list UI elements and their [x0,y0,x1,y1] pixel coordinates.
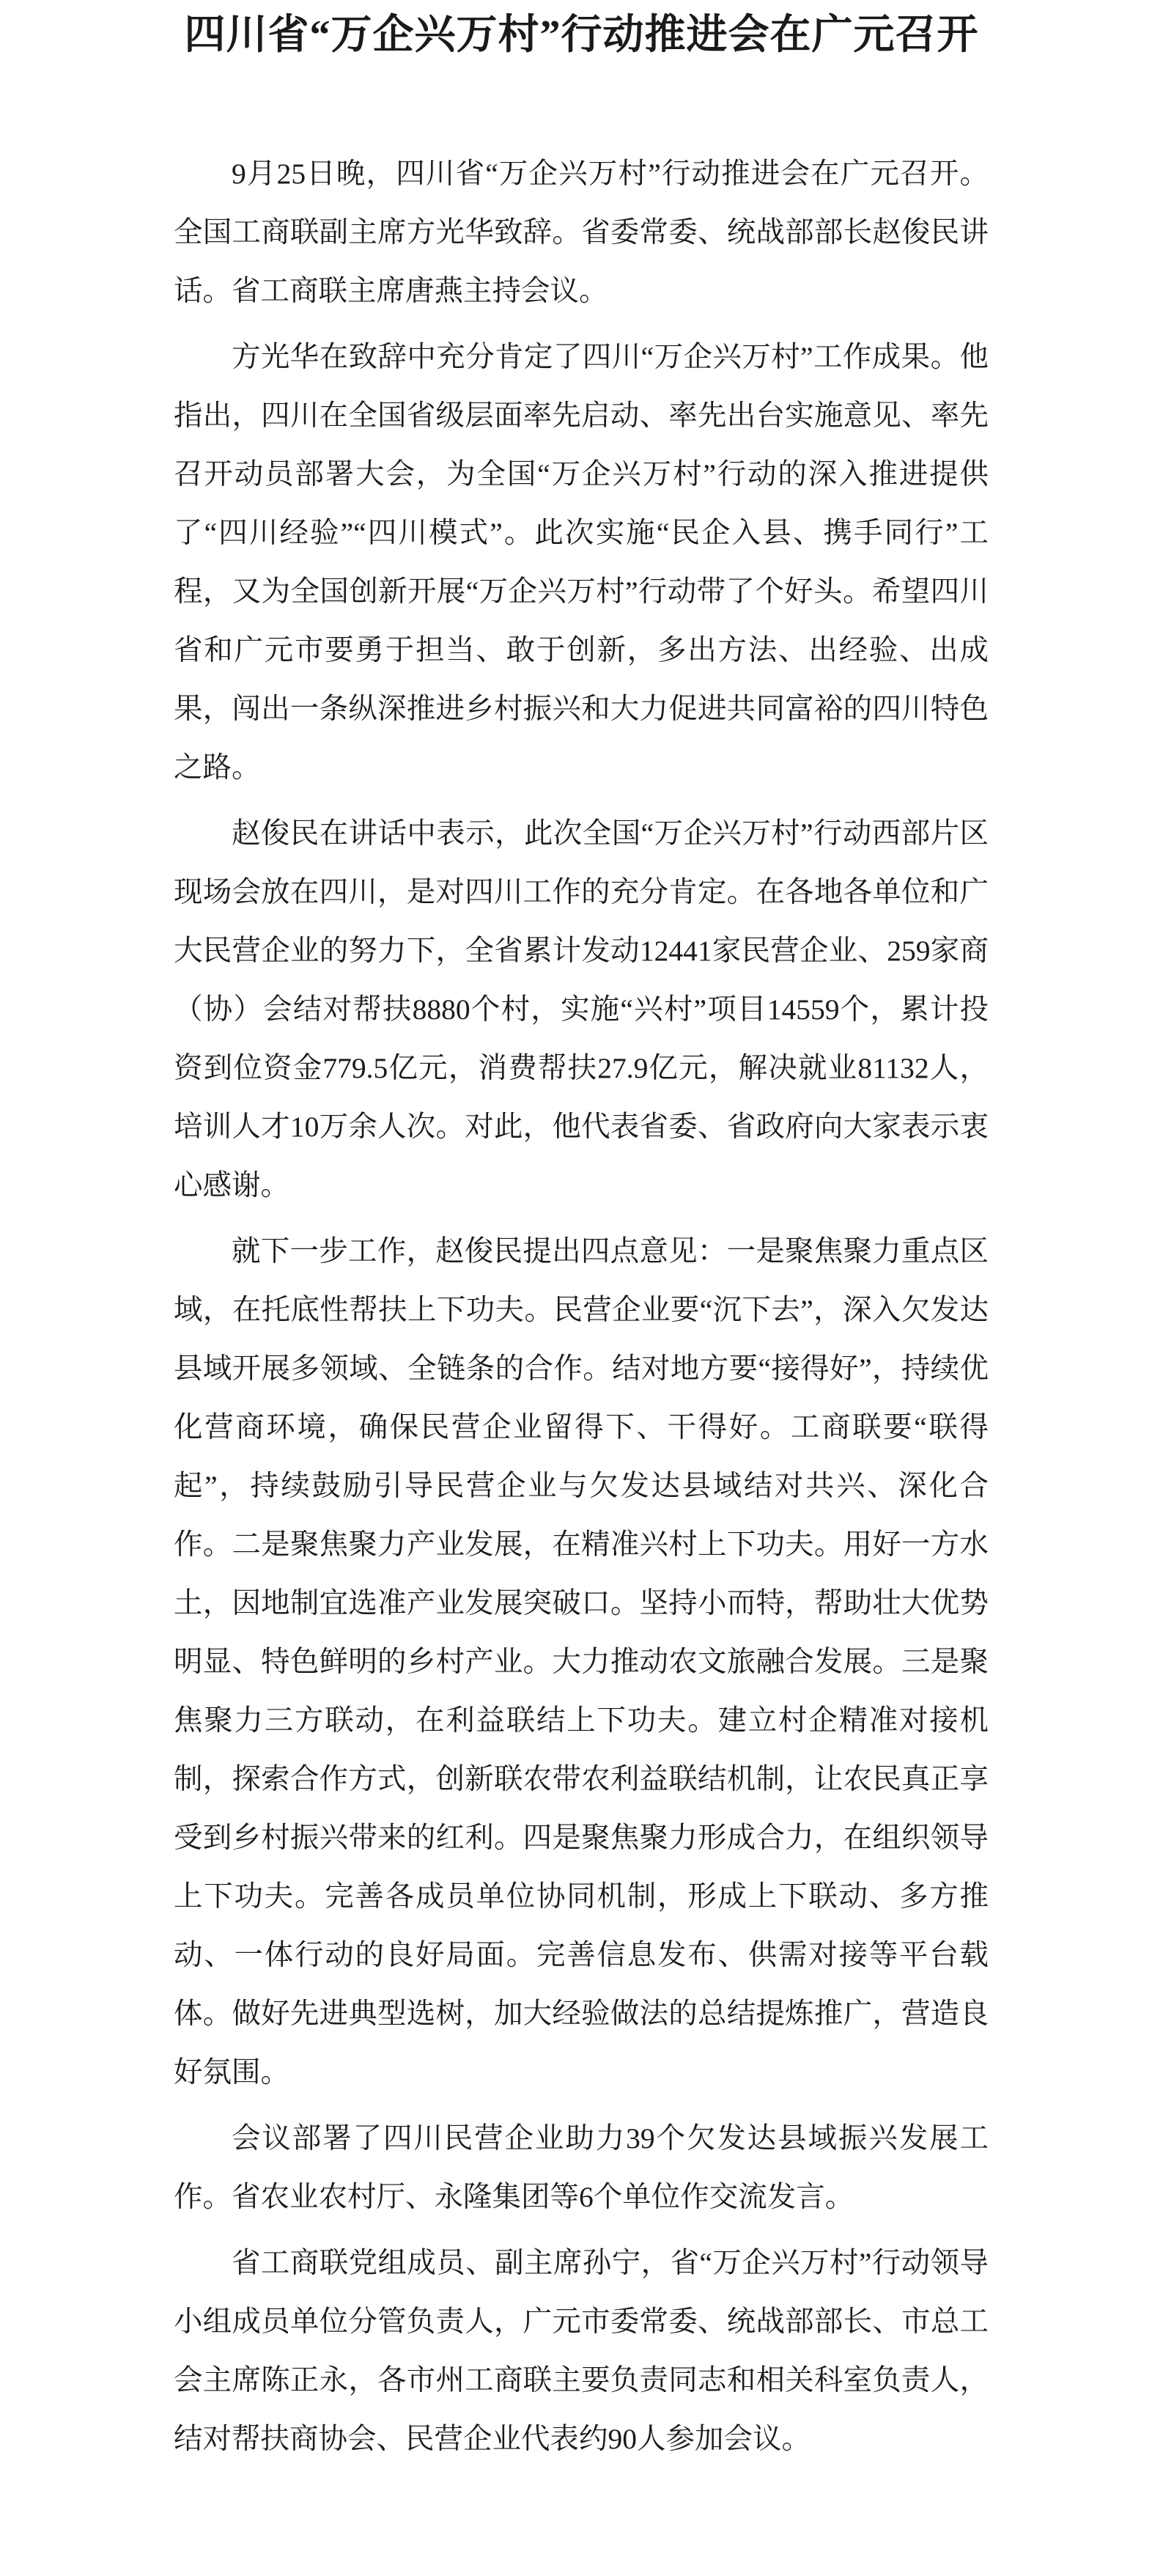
article-paragraph: 会议部署了四川民营企业助力39个欠发达县域振兴发展工作。省农业农村厅、永隆集团等6个单位作交流发言。 [174,2122,989,2213]
article-paragraph: 9月25日晚，四川省“万企兴万村”行动推进会在广元召开。全国工商联副主席方光华致辞。省委常委、统战部部长赵俊民讲话。省工商联主席唐燕主持会议。 [174,158,989,307]
article-title: 四川省“万企兴万村”行动推进会在广元召开 [184,12,979,58]
article-paragraph: 方光华在致辞中充分肯定了四川“万企兴万村”工作成果。他指出，四川在全国省级层面率先启动、率先出台实施意见、率先召开动员部署大会，为全国“万企兴万村”行动的深入推进提供了“四川经验”“四川模式”。此次实施“民企入县、携手同行”工程，又为全国创新开展“万企兴万村”行动带了个好头。希望四川省和广元市要勇于担当、敢于创新，多出方法、出经验、出成果，闯出一条纵深推进乡村振兴和大力促进共同富裕的四川特色之路。 [174,341,989,784]
article-paragraph: 就下一步工作，赵俊民提出四点意见：一是聚焦聚力重点区域，在托底性帮扶上下功夫。民营企业要“沉下去”，深入欠发达县域开展多领域、全链条的合作。结对地方要“接得好”，持续优化营商环境，确保民营企业留得下、干得好。工商联要“联得起”，持续鼓励引导民营企业与欠发达县域结对共兴、深化合作。二是聚焦聚力产业发展，在精准兴村上下功夫。用好一方水土，因地制宜选准产业发展突破口。坚持小而特，帮助壮大优势明显、特色鲜明的乡村产业。大力推动农文旅融合发展。三是聚焦聚力三方联动，在利益联结上下功夫。建立村企精准对接机制，探索合作方式，创新联农带农利益联结机制，让农民真正享受到乡村振兴带来的红利。四是聚焦聚力形成合力，在组织领导上下功夫。完善各成员单位协同机制，形成上下联动、多方推动、一体行动的良好局面。完善信息发布、供需对接等平台载体。做好先进典型选树，加大经验做法的总结提炼推广，营造良好氛围。 [174,1235,989,2089]
article-paragraph: 赵俊民在讲话中表示，此次全国“万企兴万村”行动西部片区现场会放在四川，是对四川工作的充分肯定。在各地各单位和广大民营企业的努力下，全省累计发动12441家民营企业、259家商（协）会结对帮扶8880个村，实施“兴村”项目14559个，累计投资到位资金779.5亿元，消费帮扶27.9亿元，解决就业81132人，培训人才10万余人次。对此，他代表省委、省政府向大家表示衷心感谢。 [174,817,989,1201]
article-paragraph: 省工商联党组成员、副主席孙宁，省“万企兴万村”行动领导小组成员单位分管负责人，广元市委常委、统战部部长、市总工会主席陈正永，各市州工商联主要负责同志和相关科室负责人，结对帮扶商协会、民营企业代表约90人参加会议。 [174,2247,989,2455]
article-body [174,144,989,2476]
